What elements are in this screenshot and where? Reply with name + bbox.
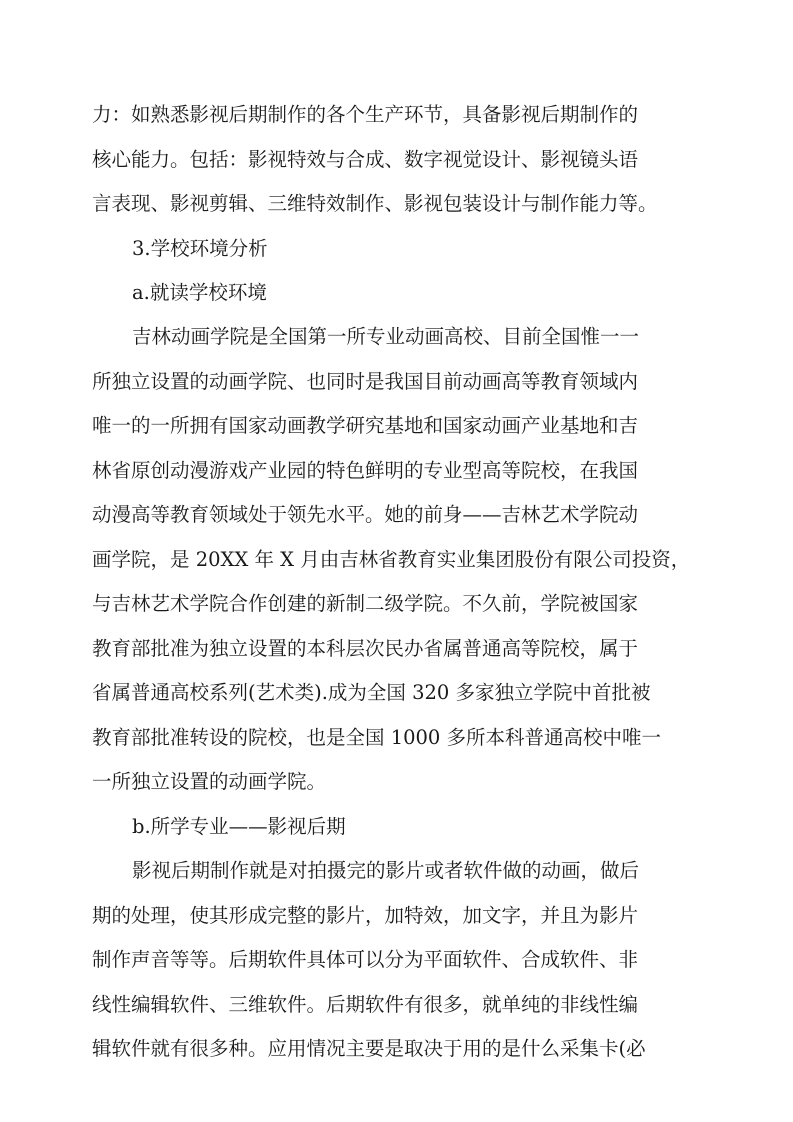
text-line: 制作声音等等。后期软件具体可以分为平面软件、合成软件、非 — [92, 948, 639, 971]
text-line: 核心能力。包括：影视特效与合成、数字视觉设计、影视镜头语 — [92, 148, 639, 171]
text-line: 期的处理，使其形成完整的影片，加特效，加文字，并且为影片 — [92, 904, 639, 927]
text-line: 言表现、影视剪辑、三维特效制作、影视包装设计与制作能力等。 — [92, 192, 658, 215]
text-line: 线性编辑软件、三维软件。后期软件有很多，就单纯的非线性编 — [92, 993, 639, 1016]
text-line: 与吉林艺术学院合作创建的新制二级学院。不久前，学院被国家 — [92, 592, 639, 615]
text-line: 省属普通高校系列(艺术类).成为全国 320 多家独立学院中首批被 — [92, 681, 651, 704]
text-line: 教育部批准为独立设置的本科层次民办省属普通高等院校，属于 — [92, 637, 639, 660]
text-line: 画学院，是 20XX 年 X 月由吉林省教育实业集团股份有限公司投资， — [92, 548, 691, 571]
text-line: 所独立设置的动画学院、也同时是我国目前动画高等教育领域内 — [92, 370, 639, 393]
text-line: 唯一的一所拥有国家动画教学研究基地和国家动画产业基地和吉 — [92, 414, 639, 437]
text-line: 一所独立设置的动画学院。 — [92, 770, 327, 793]
text-line: 影视后期制作就是对拍摄完的影片或者软件做的动画，做后 — [132, 859, 640, 882]
text-line: 力：如熟悉影视后期制作的各个生产环节，具备影视后期制作的 — [92, 103, 639, 126]
subsection-heading: a.就读学校环境 — [132, 281, 267, 304]
text-line: 吉林动画学院是全国第一所专业动画高校、目前全国惟一一 — [132, 325, 640, 348]
text-line: 林省原创动漫游戏产业园的特色鲜明的专业型高等院校，在我国 — [92, 459, 639, 482]
text-line: 动漫高等教育领域处于领先水平。她的前身——吉林艺术学院动 — [92, 503, 639, 526]
subsection-heading: b.所学专业——影视后期 — [132, 815, 346, 838]
text-line: 教育部批准转设的院校，也是全国 1000 多所本科普通高校中唯一 — [92, 726, 662, 749]
section-heading: 3.学校环境分析 — [132, 237, 268, 260]
text-line: 辑软件就有很多种。应用情况主要是取决于用的是什么采集卡(必 — [92, 1037, 646, 1060]
